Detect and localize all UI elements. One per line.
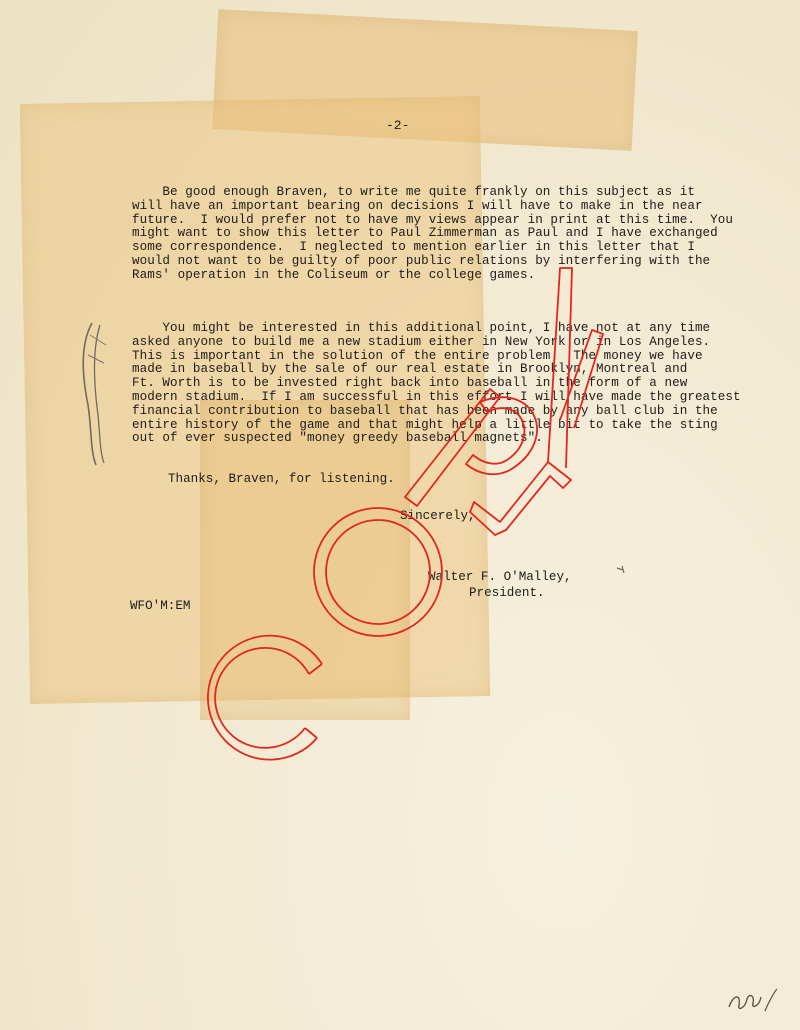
typist-initials: WFO'M:EM <box>130 599 191 613</box>
signature-title: President. <box>469 586 545 600</box>
page-number: -2- <box>386 118 410 133</box>
paragraph-2: You might be interested in this additional point, I have not at any time asked anyone to build me a new stadium either in New York or in Los Angeles. This is important in the solution of the entire problem. The money we have made in baseball by the sale of our real estate in Brooklyn, Montreal and Ft. Worth is to be invested right back into baseball in the form of a new modern stadium. If I am successful in this effort I will have made the greatest financial contribution to baseball that has been made by any ball club in the entire history of the game and that might help a little bit to take the sting out of ever suspected "money greedy baseball magnets". <box>132 321 741 446</box>
pencil-number-mark <box>725 985 785 1015</box>
aged-tape-lower <box>200 400 410 720</box>
closing: Sincerely, <box>400 509 476 523</box>
signature-name: Walter F. O'Malley, <box>428 570 572 584</box>
pencil-dot-mark <box>614 562 630 578</box>
thanks-line: Thanks, Braven, for listening. <box>168 472 395 486</box>
paragraph-1: Be good enough Braven, to write me quite frankly on this subject as it will have an important bearing on decisions I will have to make in the near future. I would prefer not to have my views appear in print at this time. You might want to show this letter to Paul Zimmerman as Paul and I have exchanged some correspondence. I neglected to mention earlier in this letter that I would not want to be guilty of poor public relations by interfering with the Rams' operation in the Coliseum or the college games. <box>132 185 733 282</box>
